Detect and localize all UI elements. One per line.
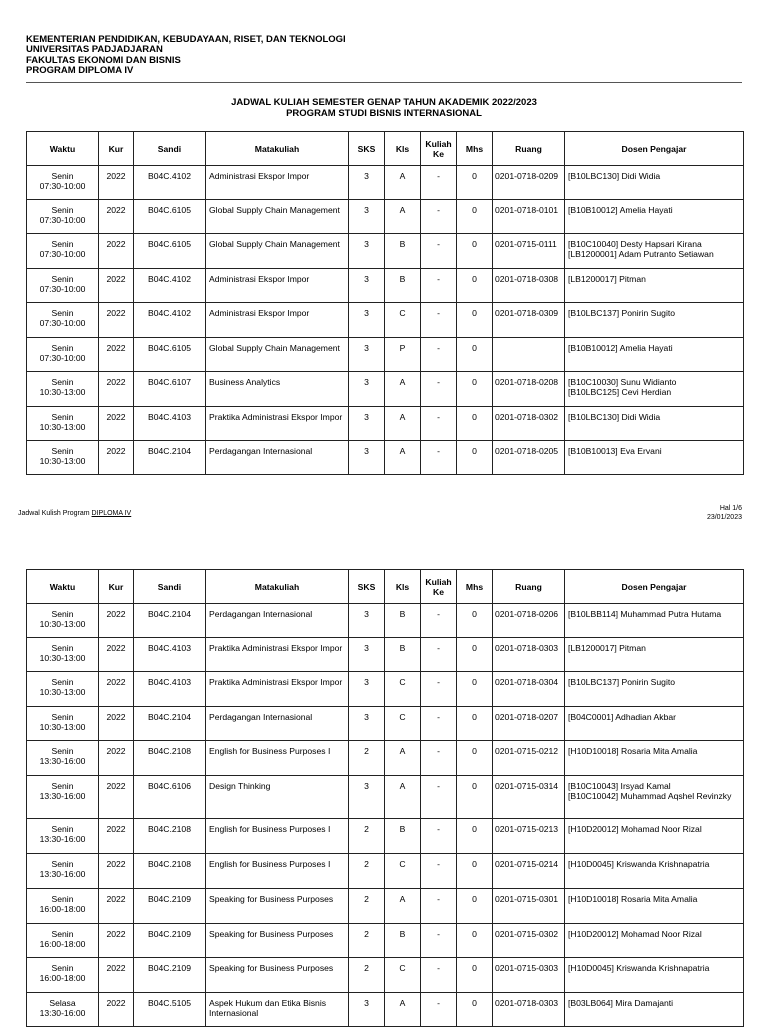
- table-row: [27, 604, 744, 638]
- course-name-cell: Perdagangan Internasional: [206, 707, 349, 741]
- room-cell: 0201-0718-0205: [493, 441, 565, 475]
- room-cell: [493, 338, 565, 372]
- table-row: [27, 819, 744, 854]
- program-name: PROGRAM DIPLOMA IV: [26, 65, 134, 77]
- time-cell: Senin 07:30-10:00: [27, 234, 99, 269]
- course-name-cell: English for Business Purposes I: [206, 819, 349, 854]
- credits-cell: 2: [349, 819, 385, 854]
- ruang-header: Ruang: [493, 132, 565, 166]
- course-code-cell: B04C.4103: [134, 638, 206, 672]
- course-name-cell: Speaking for Business Purposes: [206, 889, 349, 924]
- course-name-cell: Perdagangan Internasional: [206, 441, 349, 475]
- students-cell: 0: [457, 200, 493, 234]
- mhs-header: Mhs: [457, 132, 493, 166]
- credits-cell: 2: [349, 958, 385, 993]
- students-cell: 0: [457, 741, 493, 776]
- time-cell: Senin 07:30-10:00: [27, 166, 99, 200]
- students-cell: 0: [457, 638, 493, 672]
- time-cell: Senin 16:00-18:00: [27, 924, 99, 958]
- time-cell: Senin 13:30-16:00: [27, 854, 99, 889]
- credits-cell: 3: [349, 372, 385, 407]
- students-cell: 0: [457, 707, 493, 741]
- course-name-cell: English for Business Purposes I: [206, 741, 349, 776]
- university-name: UNIVERSITAS PADJADJARAN: [26, 44, 163, 56]
- students-cell: 0: [457, 407, 493, 441]
- credits-cell: 3: [349, 200, 385, 234]
- course-code-cell: B04C.6105: [134, 338, 206, 372]
- lecturer-cell: [B03LB064] Mira Damajanti: [565, 993, 744, 1027]
- course-name-cell: Business Analytics: [206, 372, 349, 407]
- kls-header: Kls: [385, 132, 421, 166]
- room-cell: 0201-0715-0314: [493, 776, 565, 819]
- time-cell: Senin 10:30-13:00: [27, 372, 99, 407]
- table-row: [27, 200, 744, 234]
- course-code-cell: B04C.4103: [134, 672, 206, 707]
- class-cell: A: [385, 166, 421, 200]
- room-cell: 0201-0718-0208: [493, 372, 565, 407]
- time-cell: Senin 13:30-16:00: [27, 819, 99, 854]
- course-name-cell: Aspek Hukum dan Etika Bisnis Internasional: [206, 993, 349, 1027]
- time-cell: Senin 10:30-13:00: [27, 407, 99, 441]
- session-cell: -: [421, 166, 457, 200]
- header-divider: [26, 82, 742, 83]
- table-row: [27, 707, 744, 741]
- room-cell: 0201-0718-0207: [493, 707, 565, 741]
- study-program-title: PROGRAM STUDI BISNIS INTERNASIONAL: [286, 107, 482, 119]
- course-code-cell: B04C.6105: [134, 200, 206, 234]
- curriculum-cell: 2022: [99, 441, 134, 475]
- course-name-cell: Global Supply Chain Management: [206, 234, 349, 269]
- course-code-cell: B04C.4102: [134, 269, 206, 303]
- students-cell: 0: [457, 372, 493, 407]
- session-cell: -: [421, 924, 457, 958]
- course-code-cell: B04C.5105: [134, 993, 206, 1027]
- curriculum-cell: 2022: [99, 372, 134, 407]
- time-cell: Senin 16:00-18:00: [27, 958, 99, 993]
- room-cell: 0201-0718-0304: [493, 672, 565, 707]
- time-cell: Senin 10:30-13:00: [27, 604, 99, 638]
- table-row: [27, 776, 744, 819]
- lecturer-cell: [B10LBB114] Muhammad Putra Hutama: [565, 604, 744, 638]
- credits-cell: 3: [349, 638, 385, 672]
- credits-cell: 3: [349, 993, 385, 1027]
- course-name-cell: Praktika Administrasi Ekspor Impor: [206, 672, 349, 707]
- table-row: [27, 407, 744, 441]
- students-cell: 0: [457, 993, 493, 1027]
- curriculum-cell: 2022: [99, 924, 134, 958]
- footer-program-link[interactable]: DIPLOMA IV: [91, 510, 132, 517]
- credits-cell: 3: [349, 441, 385, 475]
- credits-cell: 3: [349, 338, 385, 372]
- session-cell: -: [421, 707, 457, 741]
- sks-header: SKS: [349, 570, 385, 604]
- lecturer-cell: [B10C10040] Desty Hapsari Kirana [LB1200001] Adam Putranto Setiawan: [565, 234, 744, 269]
- lecturer-cell: [B10B10012] Amelia Hayati: [565, 338, 744, 372]
- kur-header: Kur: [99, 570, 134, 604]
- lecturer-cell: [H10D10018] Rosaria Mita Amalia: [565, 741, 744, 776]
- students-cell: 0: [457, 776, 493, 819]
- ministry-name: KEMENTERIAN PENDIDIKAN, KEBUDAYAAN, RISET, DAN TEKNOLOGI: [26, 34, 346, 45]
- lecturer-cell: [B10LBC137] Ponirin Sugito: [565, 303, 744, 338]
- session-cell: -: [421, 407, 457, 441]
- curriculum-cell: 2022: [99, 234, 134, 269]
- curriculum-cell: 2022: [99, 854, 134, 889]
- session-cell: -: [421, 638, 457, 672]
- class-cell: A: [385, 889, 421, 924]
- credits-cell: 2: [349, 854, 385, 889]
- table-row: [27, 889, 744, 924]
- students-cell: 0: [457, 234, 493, 269]
- lecturer-cell: [H10D10018] Rosaria Mita Amalia: [565, 889, 744, 924]
- curriculum-cell: 2022: [99, 993, 134, 1027]
- course-code-cell: B04C.2109: [134, 958, 206, 993]
- room-cell: 0201-0715-0213: [493, 819, 565, 854]
- curriculum-cell: 2022: [99, 338, 134, 372]
- document-title: [0, 98, 768, 119]
- page-number: Hal 1/6: [719, 505, 742, 512]
- session-cell: -: [421, 854, 457, 889]
- credits-cell: 3: [349, 707, 385, 741]
- class-cell: A: [385, 776, 421, 819]
- room-cell: 0201-0718-0308: [493, 269, 565, 303]
- curriculum-cell: 2022: [99, 672, 134, 707]
- table-row: [27, 338, 744, 372]
- curriculum-cell: 2022: [99, 889, 134, 924]
- time-cell: Senin 10:30-13:00: [27, 441, 99, 475]
- room-cell: 0201-0715-0302: [493, 924, 565, 958]
- students-cell: 0: [457, 889, 493, 924]
- session-cell: -: [421, 604, 457, 638]
- curriculum-cell: 2022: [99, 604, 134, 638]
- schedule-title: JADWAL KULIAH SEMESTER GENAP TAHUN AKADEMIK 2022/2023: [231, 97, 537, 108]
- curriculum-cell: 2022: [99, 958, 134, 993]
- time-cell: Selasa 13:30-16:00: [27, 993, 99, 1027]
- credits-cell: 2: [349, 889, 385, 924]
- table-row: [27, 958, 744, 993]
- time-cell: Senin 16:00-18:00: [27, 889, 99, 924]
- table-row: [27, 166, 744, 200]
- table-header-row: [27, 570, 744, 604]
- schedule-table-page-2: [26, 569, 744, 1027]
- credits-cell: 2: [349, 924, 385, 958]
- time-cell: Senin 13:30-16:00: [27, 741, 99, 776]
- lecturer-cell: [H10D20012] Mohamad Noor Rizal: [565, 819, 744, 854]
- sandi-header: Sandi: [134, 132, 206, 166]
- table-row: [27, 269, 744, 303]
- class-cell: B: [385, 234, 421, 269]
- class-cell: A: [385, 200, 421, 234]
- time-cell: Senin 07:30-10:00: [27, 200, 99, 234]
- sandi-header: Sandi: [134, 570, 206, 604]
- course-code-cell: B04C.2109: [134, 889, 206, 924]
- lecturer-cell: [B10LBC130] Didi Widia: [565, 166, 744, 200]
- course-name-cell: Perdagangan Internasional: [206, 604, 349, 638]
- course-code-cell: B04C.2104: [134, 604, 206, 638]
- table-row: [27, 638, 744, 672]
- lecturer-cell: [H10D0045] Kriswanda Krishnapatria: [565, 958, 744, 993]
- waktu-header: Waktu: [27, 132, 99, 166]
- students-cell: 0: [457, 441, 493, 475]
- session-cell: -: [421, 372, 457, 407]
- course-code-cell: B04C.2104: [134, 707, 206, 741]
- ruang-header: Ruang: [493, 570, 565, 604]
- class-cell: C: [385, 707, 421, 741]
- room-cell: 0201-0718-0309: [493, 303, 565, 338]
- credits-cell: 2: [349, 741, 385, 776]
- session-cell: -: [421, 889, 457, 924]
- students-cell: 0: [457, 303, 493, 338]
- course-code-cell: B04C.2109: [134, 924, 206, 958]
- time-cell: Senin 13:30-16:00: [27, 776, 99, 819]
- course-code-cell: B04C.6107: [134, 372, 206, 407]
- session-cell: -: [421, 958, 457, 993]
- class-cell: C: [385, 303, 421, 338]
- lecturer-cell: [B10C10030] Sunu Widianto [B10LBC125] Cevi Herdian: [565, 372, 744, 407]
- curriculum-cell: 2022: [99, 303, 134, 338]
- table-row: [27, 672, 744, 707]
- course-name-cell: Praktika Administrasi Ekspor Impor: [206, 638, 349, 672]
- sks-header: SKS: [349, 132, 385, 166]
- credits-cell: 3: [349, 776, 385, 819]
- course-code-cell: B04C.6105: [134, 234, 206, 269]
- course-name-cell: Praktika Administrasi Ekspor Impor: [206, 407, 349, 441]
- time-cell: Senin 10:30-13:00: [27, 707, 99, 741]
- session-cell: -: [421, 269, 457, 303]
- course-code-cell: B04C.2108: [134, 819, 206, 854]
- credits-cell: 3: [349, 166, 385, 200]
- lecturer-cell: [B04C0001] Adhadian Akbar: [565, 707, 744, 741]
- class-cell: B: [385, 819, 421, 854]
- curriculum-cell: 2022: [99, 269, 134, 303]
- session-cell: -: [421, 993, 457, 1027]
- credits-cell: 3: [349, 407, 385, 441]
- session-cell: -: [421, 338, 457, 372]
- course-name-cell: Administrasi Ekspor Impor: [206, 269, 349, 303]
- footer-prefix: Jadwal Kulish Program: [18, 510, 90, 517]
- class-cell: C: [385, 854, 421, 889]
- students-cell: 0: [457, 819, 493, 854]
- kls-header: Kls: [385, 570, 421, 604]
- room-cell: 0201-0718-0209: [493, 166, 565, 200]
- class-cell: A: [385, 407, 421, 441]
- curriculum-cell: 2022: [99, 741, 134, 776]
- table-header-row: [27, 132, 744, 166]
- lecturer-cell: [H10D0045] Kriswanda Krishnapatria: [565, 854, 744, 889]
- lecturer-cell: [B10B10013] Eva Ervani: [565, 441, 744, 475]
- lecturer-cell: [LB1200017] Pitman: [565, 638, 744, 672]
- class-cell: C: [385, 672, 421, 707]
- curriculum-cell: 2022: [99, 776, 134, 819]
- credits-cell: 3: [349, 269, 385, 303]
- waktu-header: Waktu: [27, 570, 99, 604]
- course-name-cell: Design Thinking: [206, 776, 349, 819]
- lecturer-cell: [B10LBC130] Didi Widia: [565, 407, 744, 441]
- room-cell: 0201-0715-0214: [493, 854, 565, 889]
- curriculum-cell: 2022: [99, 200, 134, 234]
- curriculum-cell: 2022: [99, 819, 134, 854]
- students-cell: 0: [457, 672, 493, 707]
- course-code-cell: B04C.2108: [134, 741, 206, 776]
- course-code-cell: B04C.4102: [134, 303, 206, 338]
- class-cell: A: [385, 372, 421, 407]
- curriculum-cell: 2022: [99, 707, 134, 741]
- time-cell: Senin 07:30-10:00: [27, 303, 99, 338]
- room-cell: 0201-0715-0212: [493, 741, 565, 776]
- matakuliah-header: Matakuliah: [206, 132, 349, 166]
- room-cell: 0201-0718-0101: [493, 200, 565, 234]
- students-cell: 0: [457, 269, 493, 303]
- time-cell: Senin 10:30-13:00: [27, 672, 99, 707]
- course-code-cell: B04C.4102: [134, 166, 206, 200]
- course-name-cell: Speaking for Business Purposes: [206, 958, 349, 993]
- course-name-cell: English for Business Purposes I: [206, 854, 349, 889]
- table-row: [27, 993, 744, 1027]
- course-code-cell: B04C.2104: [134, 441, 206, 475]
- table-row: [27, 234, 744, 269]
- students-cell: 0: [457, 958, 493, 993]
- course-name-cell: Global Supply Chain Management: [206, 338, 349, 372]
- course-code-cell: B04C.6106: [134, 776, 206, 819]
- kur-header: Kur: [99, 132, 134, 166]
- course-name-cell: Administrasi Ekspor Impor: [206, 166, 349, 200]
- course-code-cell: B04C.2108: [134, 854, 206, 889]
- curriculum-cell: 2022: [99, 166, 134, 200]
- room-cell: 0201-0715-0111: [493, 234, 565, 269]
- print-date: 23/01/2023: [706, 513, 742, 521]
- institution-header: [26, 35, 346, 77]
- session-cell: -: [421, 819, 457, 854]
- matakuliah-header: Matakuliah: [206, 570, 349, 604]
- course-code-cell: B04C.4103: [134, 407, 206, 441]
- table-row: [27, 854, 744, 889]
- session-cell: -: [421, 200, 457, 234]
- session-cell: -: [421, 303, 457, 338]
- table-row: [27, 372, 744, 407]
- class-cell: P: [385, 338, 421, 372]
- room-cell: 0201-0715-0301: [493, 889, 565, 924]
- room-cell: 0201-0715-0303: [493, 958, 565, 993]
- room-cell: 0201-0718-0303: [493, 993, 565, 1027]
- time-cell: Senin 07:30-10:00: [27, 338, 99, 372]
- table-row: [27, 924, 744, 958]
- lecturer-cell: [H10D20012] Mohamad Noor Rizal: [565, 924, 744, 958]
- table-row: [27, 741, 744, 776]
- credits-cell: 3: [349, 303, 385, 338]
- dosen-header: Dosen Pengajar: [565, 570, 744, 604]
- lecturer-cell: [B10B10012] Amelia Hayati: [565, 200, 744, 234]
- session-cell: -: [421, 234, 457, 269]
- course-name-cell: Administrasi Ekspor Impor: [206, 303, 349, 338]
- lecturer-cell: [LB1200017] Pitman: [565, 269, 744, 303]
- students-cell: 0: [457, 924, 493, 958]
- table-row: [27, 303, 744, 338]
- curriculum-cell: 2022: [99, 407, 134, 441]
- course-name-cell: Speaking for Business Purposes: [206, 924, 349, 958]
- session-cell: -: [421, 441, 457, 475]
- class-cell: A: [385, 993, 421, 1027]
- class-cell: B: [385, 638, 421, 672]
- curriculum-cell: 2022: [99, 638, 134, 672]
- table-row: [27, 441, 744, 475]
- class-cell: B: [385, 924, 421, 958]
- room-cell: 0201-0718-0303: [493, 638, 565, 672]
- room-cell: 0201-0718-0206: [493, 604, 565, 638]
- class-cell: C: [385, 958, 421, 993]
- course-name-cell: Global Supply Chain Management: [206, 200, 349, 234]
- students-cell: 0: [457, 604, 493, 638]
- class-cell: B: [385, 604, 421, 638]
- kuliah-ke-header: Kuliah Ke: [421, 570, 457, 604]
- students-cell: 0: [457, 854, 493, 889]
- schedule-table-page-1: [26, 131, 744, 475]
- dosen-header: Dosen Pengajar: [565, 132, 744, 166]
- session-cell: -: [421, 672, 457, 707]
- faculty-name: FAKULTAS EKONOMI DAN BISNIS: [26, 54, 181, 66]
- students-cell: 0: [457, 338, 493, 372]
- room-cell: 0201-0718-0302: [493, 407, 565, 441]
- class-cell: B: [385, 269, 421, 303]
- credits-cell: 3: [349, 234, 385, 269]
- students-cell: 0: [457, 166, 493, 200]
- class-cell: A: [385, 741, 421, 776]
- session-cell: -: [421, 741, 457, 776]
- time-cell: Senin 10:30-13:00: [27, 638, 99, 672]
- time-cell: Senin 07:30-10:00: [27, 269, 99, 303]
- class-cell: A: [385, 441, 421, 475]
- session-cell: -: [421, 776, 457, 819]
- lecturer-cell: [B10LBC137] Ponirin Sugito: [565, 672, 744, 707]
- lecturer-cell: [B10C10043] Irsyad Kamal [B10C10042] Muhammad Aqshel Revinzky: [565, 776, 744, 819]
- mhs-header: Mhs: [457, 570, 493, 604]
- credits-cell: 3: [349, 672, 385, 707]
- kuliah-ke-header: Kuliah Ke: [421, 132, 457, 166]
- credits-cell: 3: [349, 604, 385, 638]
- footer-program-label: [18, 510, 131, 517]
- footer-page-info: [707, 505, 742, 522]
